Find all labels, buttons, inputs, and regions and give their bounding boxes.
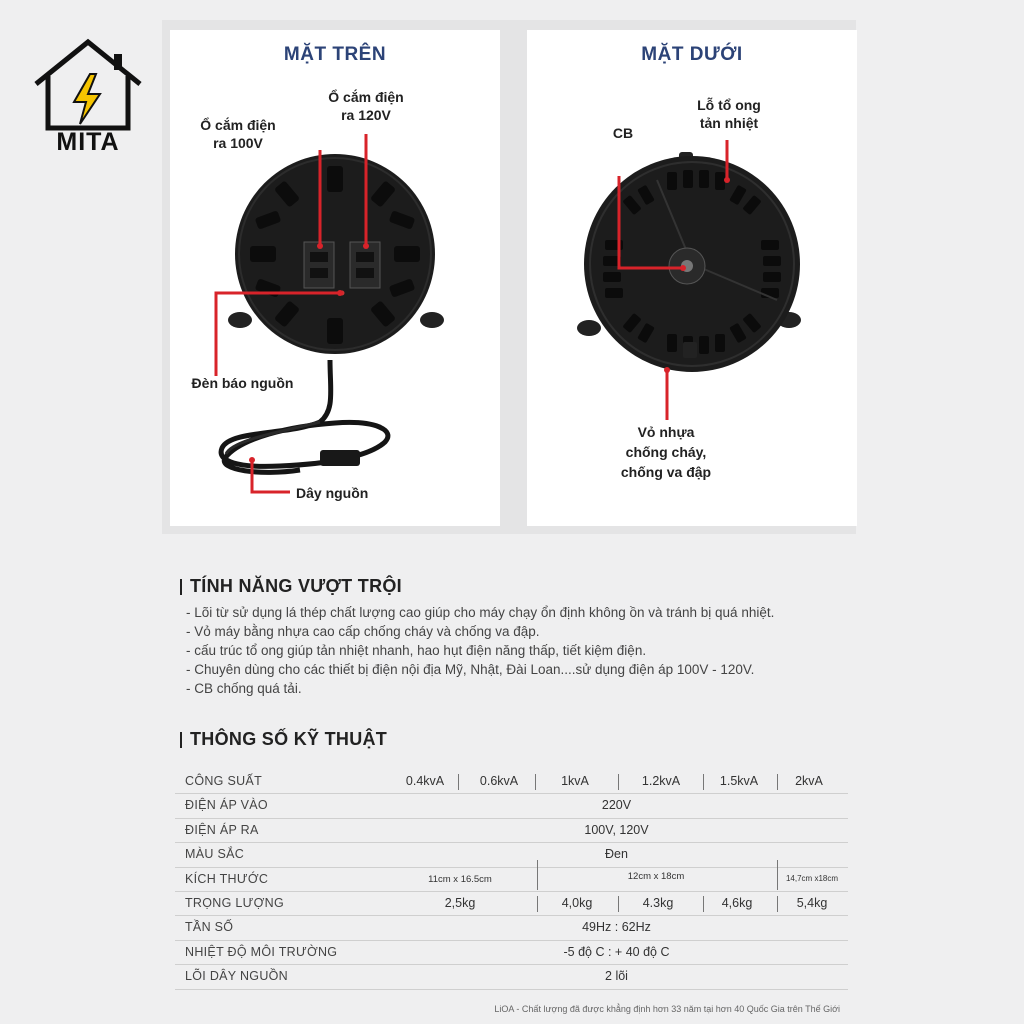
specs-table — [175, 770, 848, 990]
feature-item: - CB chống quá tải. — [186, 681, 302, 696]
callout-power-cord: Dây nguồn — [296, 485, 369, 501]
feature-item: - cấu trúc tổ ong giúp tản nhiệt nhanh, hao hụt điện năng thấp, tiết kiệm điện. — [186, 643, 647, 658]
spec-value: 1.2kvA — [641, 774, 681, 788]
spec-label: LÕI DÂY NGUỒN — [185, 969, 288, 984]
spec-label: TRỌNG LƯỢNG — [185, 895, 285, 910]
spec-value: 220V — [601, 798, 632, 813]
spec-value: 2kvA — [795, 774, 823, 788]
spec-value: 1.5kvA — [719, 774, 759, 788]
spec-row-frequency — [175, 916, 848, 940]
spec-row-size — [175, 868, 848, 892]
logo-text: MITA — [56, 128, 120, 156]
callout-cb: CB — [612, 125, 634, 141]
spec-value: 0.4kvA — [405, 774, 445, 788]
feature-item: - Chuyên dùng cho các thiết bị điện nội địa Mỹ, Nhật, Đài Loan....sử dụng điện áp 100V - 120V. — [186, 662, 755, 677]
spec-row-core — [175, 965, 848, 989]
spec-value: 1kvA — [561, 774, 589, 788]
top-view-title: MẶT TRÊN — [283, 44, 387, 65]
spec-value: 100V, 120V — [584, 822, 649, 837]
spec-value: 2 lõi — [605, 969, 628, 984]
spec-value: 4.3kg — [642, 895, 674, 910]
feature-item: - Lõi từ sử dụng lá thép chất lượng cao giúp cho máy chạy ổn định không ồn và tránh bị quá nhiệt. — [186, 605, 775, 620]
spec-value: 4,6kg — [721, 895, 753, 910]
mita-logo — [30, 36, 146, 160]
specs-title — [182, 729, 387, 750]
callout-shell-line3: chống va đập — [620, 464, 712, 480]
features-list — [186, 603, 906, 698]
house-bolt-icon — [30, 36, 146, 136]
feature-item: - Vỏ máy bằng nhựa cao cấp chống cháy và chống va đập. — [186, 624, 540, 639]
callout-socket-100v-line1: Ổ cắm điện — [200, 117, 276, 133]
bottom-view-title: MẶT DƯỚI — [641, 44, 743, 65]
spec-value: 12cm x 18cm — [627, 870, 685, 882]
spec-label: ĐIỆN ÁP VÀO — [185, 798, 268, 813]
spec-value: 5,4kg — [796, 895, 828, 910]
spec-row-input — [175, 794, 848, 818]
callout-heat-vents — [677, 96, 781, 132]
spec-value: 14,7cm x18cm — [785, 873, 839, 883]
spec-value: 49Hz : 62Hz — [582, 920, 651, 935]
callout-shell-line2: chống cháy, — [625, 444, 707, 460]
features-title — [182, 576, 402, 597]
spec-value: Đen — [605, 847, 628, 862]
bottom-view-panel — [527, 30, 857, 526]
spec-label: CÔNG SUẤT — [185, 774, 263, 788]
callout-socket-120v-line1: Ổ cắm điện — [328, 89, 404, 105]
callout-shell-line1: Vỏ nhựa — [637, 424, 695, 440]
footer-tagline: LiOA - Chất lượng đã được khẳng định hơn 33 năm tại hơn 40 Quốc Gia trên Thế Giới — [494, 1004, 840, 1014]
spec-row-color — [175, 843, 848, 867]
spec-value: -5 độ C : + 40 độ C — [563, 944, 670, 959]
spec-value: 2,5kg — [444, 895, 476, 910]
callout-power-light: Đèn báo nguồn — [191, 375, 294, 391]
callout-shell — [601, 422, 731, 482]
callout-heat-vents-line2: tản nhiệt — [699, 115, 759, 131]
spec-label: KÍCH THƯỚC — [185, 871, 269, 886]
spec-value: 4,0kg — [561, 895, 593, 910]
spec-row-output — [175, 819, 848, 843]
callout-socket-100v-line2: ra 100V — [213, 135, 263, 151]
spec-row-temperature — [175, 941, 848, 965]
specs-title-text: THÔNG SỐ KỸ THUẬT — [190, 729, 388, 749]
callout-socket-120v-line2: ra 120V — [341, 107, 391, 123]
top-view-panel — [170, 30, 500, 526]
spec-label: MÀU SẮC — [185, 847, 245, 862]
spec-label: NHIỆT ĐỘ MÔI TRƯỜNG — [185, 944, 338, 959]
spec-label: TẦN SỐ — [185, 920, 234, 935]
callout-socket-100v — [188, 116, 288, 152]
spec-label: ĐIỆN ÁP RA — [185, 822, 259, 837]
callout-socket-120v — [316, 88, 416, 124]
callout-heat-vents-line1: Lỗ tổ ong — [697, 97, 761, 113]
features-title-text: TÍNH NĂNG VƯỢT TRỘI — [190, 576, 402, 596]
spec-row-weight — [175, 892, 848, 916]
spec-row-power — [175, 770, 848, 794]
spec-value: 0.6kvA — [479, 774, 519, 788]
spec-value: 11cm x 16.5cm — [428, 873, 492, 885]
